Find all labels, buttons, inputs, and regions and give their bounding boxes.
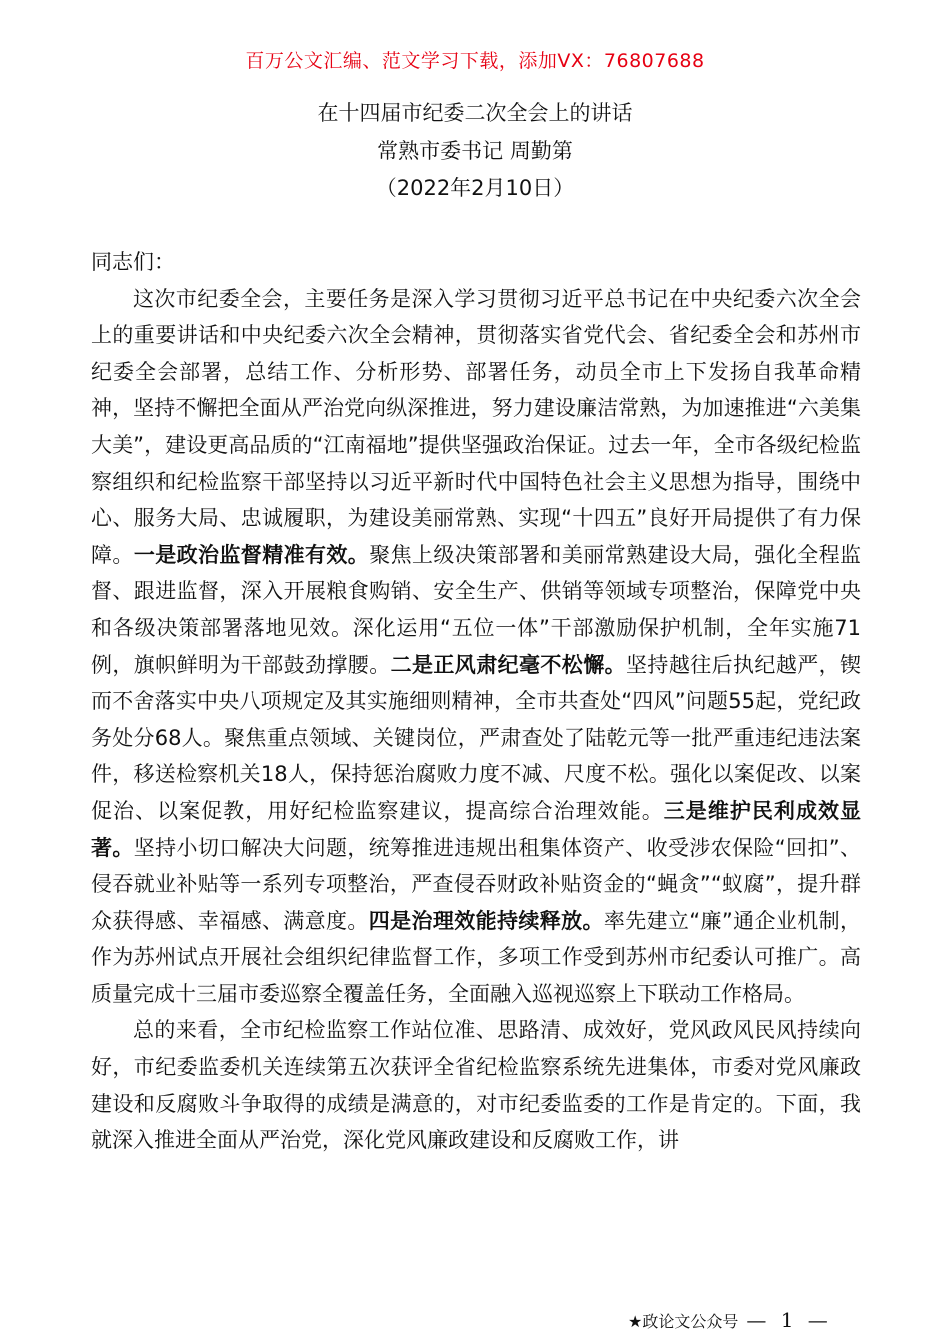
footer-source: ★政论文公众号 xyxy=(628,1312,739,1331)
point-1-text: 聚焦上级决策部署和美丽常熟建设大局，强化全程监督、跟进监督，深入开展粮食购销、安全生产、供销等领域专项整治，保障党中央和各级决策部署落地见效。深化运用“五位一体”干部激励保护机制，全年实施71例，旗帜鲜明为干部鼓劲撑腰。 xyxy=(91,542,862,677)
speech-author: 常熟市委书记 周勤第 xyxy=(377,139,573,163)
page-footer xyxy=(628,1308,832,1332)
point-4-heading: 四是治理效能持续释放。 xyxy=(368,908,604,933)
speech-body xyxy=(91,244,861,1159)
paragraph-intro-text: 这次市纪委全会，主要任务是深入学习贯彻习近平总书记在中央纪委六次全会上的重要讲话和中央纪委六次全会精神，贯彻落实省党代会、省纪委全会和苏州市纪委全会部署，总结工作、分析形势、部署任务，动员全市上下发扬自我革命精神，坚持不懈把全面从严治党向纵深推进，努力建设廉洁常熟，为加速推进“六美集大美”，建设更高品质的“江南福地”提供坚强政治保证。过去一年，全市各级纪检监察组织和纪检监察干部坚持以习近平新时代中国特色社会主义思想为指导，围绕中心、服务大局、忠诚履职，为建设美丽常熟、实现“十四五”良好开局提供了有力保障。 xyxy=(91,286,861,567)
speech-date: （2022年2月10日） xyxy=(375,176,575,200)
point-3-text: 坚持小切口解决大问题，统筹推进违规出租集体资产、收受涉农保险“回扣”、侵吞就业补贴等一系列专项整治，严查侵吞财政补贴资金的“蝇贪”“蚁腐”，提升群众获得感、幸福感、满意度。 xyxy=(91,835,862,933)
point-4-text: 率先建立“廉”通企业机制，作为苏州试点开展社会组织纪律监督工作，多项工作受到苏州市纪委认可推广。高质量完成十三届市委巡察全覆盖任务，全面融入巡视巡察上下联动工作格局。 xyxy=(91,908,861,1006)
point-3-heading: 三是维护民利成效显著。 xyxy=(91,798,862,860)
salutation: 同志们： xyxy=(91,250,175,274)
paragraph-summary: 总的来看，全市纪检监察工作站位准、思路清、成效好，党风政风民风持续向好，市纪委监委机关连续第五次获评全省纪检监察系统先进集体，市委对党风廉政建设和反腐败斗争取得的成绩是满意的，对市纪委监委的工作是肯定的。下面，我就深入推进全面从严治党，深化党风廉政建设和反腐败工作，讲 xyxy=(91,1018,861,1153)
point-2-text: 坚持越往后执纪越严，锲而不舍落实中央八项规定及其实施细则精神，全市共查处“四风”问题55起，党纪政务处分68人。聚焦重点领域、关键岗位，严肃查处了陆乾元等一批严重违纪违法案件，移送检察机关18人，保持惩治腐败力度不减、尺度不松。强化以案促改、以案促治、以案促教，用好纪检监察建议，提高综合治理效能。 xyxy=(91,652,862,823)
speech-title: 在十四届市纪委二次全会上的讲话 xyxy=(317,101,633,125)
paragraph-review xyxy=(91,281,861,1013)
watermark-banner: 百万公文汇编、范文学习下载，添加VX：76807688 xyxy=(245,50,705,72)
point-1-heading: 一是政治监督精准有效。 xyxy=(133,542,370,567)
point-2-heading: 二是正风肃纪毫不松懈。 xyxy=(390,652,627,677)
page-number: — 1 — xyxy=(746,1308,832,1332)
